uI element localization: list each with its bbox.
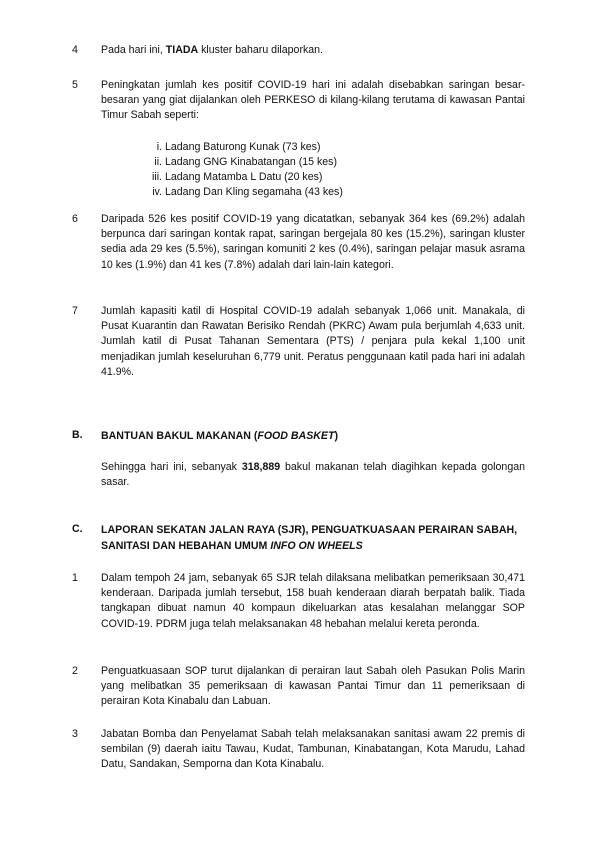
section-title: BANTUAN BAKUL MAKANAN (FOOD BASKET) xyxy=(101,430,338,442)
item-number: 1 xyxy=(72,572,78,584)
item-text: Pada hari ini, TIADA kluster baharu dilaporkan. xyxy=(101,44,324,56)
section-title: LAPORAN SEKATAN JALAN RAYA (SJR), PENGUATKUASAAN PERAIRAN SABAH, SANITASI DAN HEBAHAN UMUM INFO ON WHEELS xyxy=(101,524,518,552)
item-number: 3 xyxy=(72,728,78,740)
item-text: Peningkatan jumlah kes positif COVID-19 hari ini adalah disebabkan saringan besar-besaran yang giat dijalankan oleh PERKESO di kilang-kilang terutama di kawasan Pantai Timur Sabah seperti: xyxy=(101,79,525,122)
item-number: 7 xyxy=(72,305,78,317)
section-letter: C. xyxy=(72,523,83,535)
item-number: 5 xyxy=(72,79,78,91)
item-text: Daripada 526 kes positif COVID-19 yang dicatatkan, sebanyak 364 kes (69.2%) adalah berpunca dari saringan kontak rapat, saringan bergejala 80 kes (15.2%), saringan kluster sedia ada 29 kes (5.5%), saringan komuniti 2 kes (0.4%), saringan pelajar masuk asrama 10 kes (1.9%) dan 41 kes (7.8%) adalah dari lain-lain kategori. xyxy=(101,213,525,271)
list-item: iv. Ladang Dan Kling segamaha (43 kes) xyxy=(152,186,343,198)
item-text: Penguatkuasaan SOP turut dijalankan di perairan laut Sabah oleh Pasukan Polis Marin yang melibatkan 35 pemeriksaan di kawasan Pantai Timur dan 11 pemeriksaan di perairan Kota Kinabalu dan Labuan. xyxy=(101,665,525,708)
item-number: 6 xyxy=(72,213,78,225)
item-text: Dalam tempoh 24 jam, sebanyak 65 SJR telah dilaksana melibatkan pemeriksaan 30,471 kenderaan. Daripada jumlah tersebut, 158 buah kenderaan diarah berpatah balik. Tiada tangkapan dibuat namun 40 kompaun dikeluarkan atas kesalahan melanggar SOP COVID-19. PDRM juga telah melaksanakan 48 hebahan melalui kereta peronda. xyxy=(101,572,525,630)
emphasis-text: TIADA xyxy=(165,44,199,56)
sub-list xyxy=(138,140,343,200)
emphasis-text: 318,889 xyxy=(241,461,281,473)
list-item: iii. Ladang Matamba L Datu (20 kes) xyxy=(151,171,323,183)
list-item: ii. Ladang GNG Kinabatangan (15 kes) xyxy=(154,156,337,168)
section-body: Sehingga hari ini, sebanyak 318,889 bakul makanan telah diagihkan kepada golongan sasar. xyxy=(101,461,525,489)
section-letter: B. xyxy=(72,429,83,441)
item-number: 4 xyxy=(72,44,78,56)
item-text: Jumlah kapasiti katil di Hospital COVID-19 adalah sebanyak 1,066 unit. Manakala, di Pusat Kuarantin dan Rawatan Berisiko Rendah (PKRC) Awam pula berjumlah 4,633 unit. Jumlah katil di Pusat Tahanan Sementara (PTS) / penjara pula kekal 1,100 unit menjadikan jumlah keseluruhan 6,779 unit. Peratus penggunaan katil pada hari ini adalah 41.9%. xyxy=(101,305,525,378)
list-item: i. Ladang Baturong Kunak (73 kes) xyxy=(156,141,321,153)
item-number: 2 xyxy=(72,665,78,677)
item-text: Jabatan Bomba dan Penyelamat Sabah telah melaksanakan sanitasi awam 22 premis di sembilan (9) daerah iaitu Tawau, Kudat, Tambunan, Kinabatangan, Kota Marudu, Lahad Datu, Sandakan, Semporna dan Kota Kinabalu. xyxy=(101,728,525,771)
